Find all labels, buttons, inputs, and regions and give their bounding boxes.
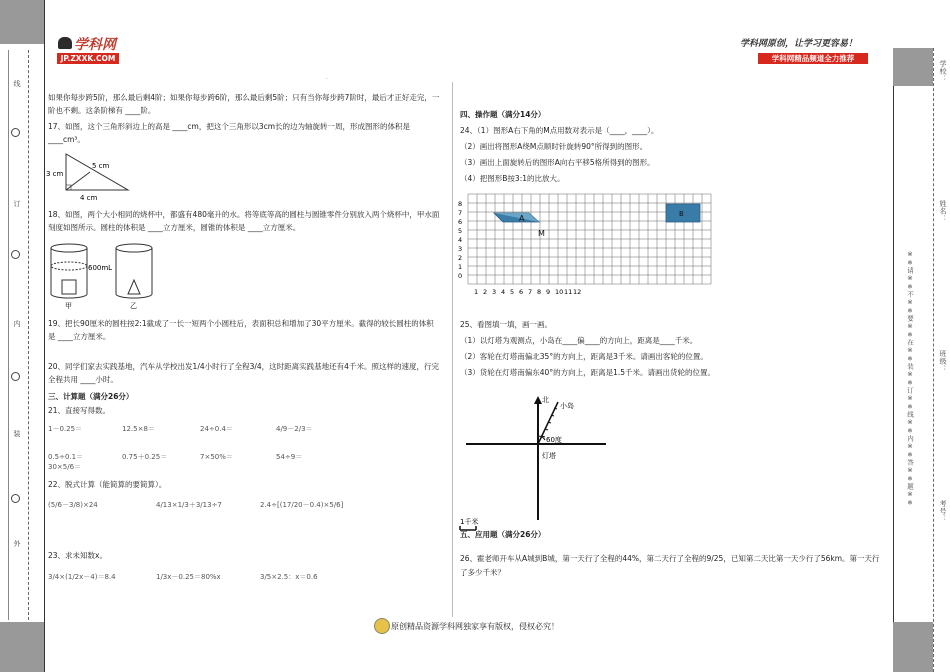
calc-item: 0.75＋0.25＝ [122,453,168,461]
beaker-a-label: 甲 [65,302,72,310]
binding-hole [11,250,20,259]
binding-hole [11,494,20,503]
grid-x-tick: 11 [564,288,573,296]
grid-x-tick: 5 [510,288,515,296]
left-binding-dash [28,50,29,620]
binding-hole [11,372,20,381]
calc-item: 7×50%＝ [200,453,233,461]
question-22: 22、脱式计算（能简算的要简算）。 [48,480,167,489]
figure-b-label: B [679,210,684,218]
right-gray-bottom [893,622,933,672]
calc-item: 24÷0.4＝ [200,425,233,433]
question-20: 20、同学们家去实践基地，汽车从学校出发1/4小时行了全程3/4，这时距离实践基地还有4千米。照这样的速度，行完全程共用 ____小时。 [48,362,439,384]
grid-x-tick: 7 [528,288,533,296]
binding-hole [11,128,20,137]
no-answer-warning: ※※请※※不※※要※※在※※装※※订※※线※※内※※答※※题※※ [906,250,914,507]
grid-y-tick: 3 [458,245,463,253]
tri-side-a: 3 cm [46,170,64,178]
grid-x-tick: 10 [555,288,564,296]
grid-y-tick: 5 [458,227,463,235]
island-ticks [542,408,557,437]
logo-icon [58,37,72,49]
question-25-3: （3）货轮在灯塔南偏东40°的方向上，距离是1.5千米。请画出货轮的位置。 [460,368,715,377]
grid-x-tick: 6 [519,288,524,296]
question-24-2: （2）画出将图形A绕M点顺时针旋转90°所得到的图形。 [460,142,648,151]
beaker-figure [44,236,164,312]
dot-mark: · [326,76,328,83]
logo-text: 学科网 [74,37,116,53]
grid-y-labels [458,200,462,280]
calc-item: 0.5÷0.1＝ [48,453,84,461]
left-gray-bottom [0,622,44,672]
grid-figure [454,192,714,308]
expr-item: 2.4÷[(17/20－0.4)×5/6] [260,501,344,509]
copyright-footer: 原创精品资源学科网独家享有版权，侵权必究！ [391,622,559,631]
question-24-1: 24、（1）图形A右下角的M点用数对表示是（____，____）。 [460,126,659,135]
point-m-label: M [538,229,545,238]
question-26: 26、霍老师开车从A城到B城，第一天行了全程的44%，第二天行了全程的9/25，已知第二天比第一天少行了56km。第一天行了多少千米？ [460,554,880,577]
question-23: 23、求未知数x。 [48,551,107,560]
grid-y-tick: 4 [458,236,463,244]
right-label: 班级： [939,350,947,373]
grid-x-labels [474,288,581,296]
right-gray-top [893,48,933,86]
expr-item: (5/6－3/8)×24 [48,501,98,509]
owl-logo-icon [374,618,390,634]
compass-tower-label: 灯塔 [542,452,556,460]
question-24-3: （3）画出上面旋转后的图形A向右平移5格所得到的图形。 [460,158,655,167]
calc-item: 1－0.25＝ [48,425,83,433]
calc-item: 54÷9＝ [276,453,303,461]
left-label: 线 [13,80,21,88]
section-5-title: 五、应用题（满分26分） [460,530,546,539]
question-continued: 如果你每步跨5阶，那么最后剩4阶；如果你每步跨6阶，那么最后剩5阶；只有当你每步跨7阶时，最后才正好走完，一阶也不剩。这条阶梯有 ____阶。 [48,93,440,115]
question-25: 25、看图填一填，画一画。 [460,320,553,329]
figure-a-label: A [519,214,525,223]
tri-side-b: 5 cm [92,162,110,170]
left-binding-strip [0,0,45,672]
calc-item: 4/9－2/3＝ [276,425,313,433]
compass-north-label: 北 [542,396,549,404]
calc-item: 30×5/6＝ [48,463,82,471]
beaker-b-label: 乙 [130,302,137,310]
left-binding-line [8,50,9,620]
grid-x-tick: 2 [483,288,488,296]
grid-x-tick: 1 [474,288,479,296]
grid-x-tick: 12 [573,288,582,296]
beaker-mark: 600mL [88,264,113,272]
column-divider [452,82,453,617]
equation-item: 1/3x－0.25＝80%x [156,573,221,581]
grid-x-tick: 4 [501,288,506,296]
grid-y-tick: 7 [458,209,463,217]
recommend-badge: 学科网精品频道全力推荐 [758,53,868,64]
question-25-2: （2）客轮在灯塔南偏北35°的方向上，距离是3千米。请画出客轮的位置。 [460,352,708,361]
grid-y-tick: 1 [458,263,463,271]
grid-x-tick: 8 [537,288,542,296]
grid-y-tick: 2 [458,254,463,262]
grid-y-tick: 6 [458,218,463,226]
north-arrow-icon [534,396,542,404]
question-24-4: （4）把图形B按3:1的比放大。 [460,174,565,183]
right-label: 考号： [939,500,947,523]
question-19: 19、把长90厘米的圆柱按2:1截成了一长一短两个小圆柱后，表面积总和增加了30平方厘米。截得的较长圆柱的体积是 ____立方厘米。 [48,319,434,341]
logo-url-badge: JP.ZXXK.COM [57,53,119,64]
compass-angle-label: 60度 [546,436,562,444]
question-25-1: （1）以灯塔为观测点，小岛在____偏____的方向上，距离是____千米。 [460,336,698,345]
question-18: 18、如图，两个大小相同的烧杯中，都盛有480毫升的水。将等底等高的圆柱与圆锥零件分别放入两个烧杯中，甲水面刻度如图所示。圆柱的体积是 ____立方厘米，圆锥的体积是 ____立方厘米。 [48,210,440,232]
left-label: 订 [13,200,21,208]
triangle-figure [44,150,164,204]
slogan: 学科网原创，让学习更容易！ [740,39,858,49]
question-17: 17、如图，这个三角形斜边上的高是 ____cm，把这个三角形以3cm长的边为轴旋转一周，形成图形的体积是 ____cm³。 [48,122,411,144]
equation-item: 3/5×2.5：x＝0.6 [260,573,318,581]
left-gray-top [0,0,44,44]
compass-island-label: 小岛 [560,402,574,410]
left-label: 装 [13,430,21,438]
left-label: 内 [13,320,21,328]
question-21: 21、直接写得数。 [48,406,111,415]
grid-x-tick: 3 [492,288,497,296]
grid-y-tick: 8 [458,200,463,208]
calc-item: 12.5×8＝ [122,425,155,433]
right-label: 学校： [939,60,947,83]
right-binding-dash [933,48,934,672]
section-4-title: 四、操作题（满分14分） [460,110,546,119]
expr-item: 4/13×1/3＋3/13÷7 [156,501,222,509]
section-3-title: 三、计算题（满分26分） [48,392,134,401]
right-label: 姓名： [939,200,947,223]
scale-label: 1千米 [460,518,479,526]
grid-x-tick: 9 [546,288,551,296]
tri-side-c: 4 cm [80,194,98,202]
grid-y-tick: 0 [458,272,463,280]
compass-figure [456,394,616,534]
equation-item: 3/4×(1/2x－4)＝8.4 [48,573,116,581]
left-label: 外 [13,540,21,548]
